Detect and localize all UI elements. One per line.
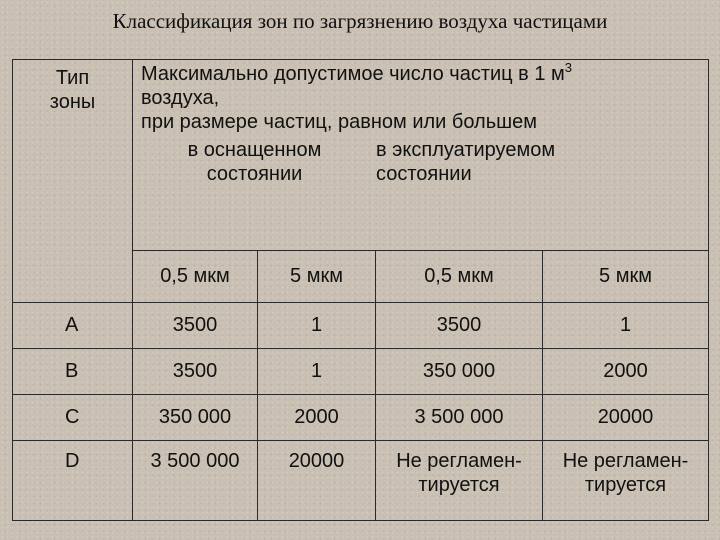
slide-title: Классификация зон по загрязнению воздуха частицами bbox=[112, 9, 608, 33]
table-cell: 2000 bbox=[543, 348, 709, 394]
zone-type-header-line-1: Тип bbox=[55, 67, 90, 89]
max-count-header bbox=[133, 60, 709, 187]
not-regulated-cell bbox=[543, 440, 709, 520]
zone-label-a: A bbox=[13, 302, 133, 348]
table-cell: 3500 bbox=[133, 302, 258, 348]
table-cell: 350 000 bbox=[376, 348, 543, 394]
table-row-a bbox=[13, 302, 709, 348]
table-cell: 20000 bbox=[543, 394, 709, 440]
table-cell: 3 500 000 bbox=[376, 394, 543, 440]
table-cell: 3 500 000 bbox=[133, 440, 258, 520]
max-count-header-line-3: при размере частиц, равном или большем bbox=[141, 111, 538, 133]
operating-state-line-2: состоянии bbox=[376, 163, 472, 185]
not-regulated-line-1: Не регламен- bbox=[562, 449, 689, 472]
zone-label-c: C bbox=[13, 394, 133, 440]
table-cell: 20000 bbox=[258, 440, 376, 520]
size-header-4: 5 мкм bbox=[543, 250, 709, 302]
equipped-state-line-2: состоянии bbox=[206, 163, 303, 185]
table-row-d bbox=[13, 440, 709, 520]
equipped-state-header bbox=[133, 138, 376, 186]
table-cell: 3500 bbox=[376, 302, 543, 348]
table-cell: 1 bbox=[258, 348, 376, 394]
not-regulated-line-2: тируется bbox=[418, 473, 500, 496]
operating-state-line-1: в эксплуатируемом bbox=[376, 139, 556, 161]
table-row-c bbox=[13, 394, 709, 440]
zone-label-d: D bbox=[13, 440, 133, 520]
zone-type-header-line-2: зоны bbox=[49, 91, 96, 113]
cubic-superscript: 3 bbox=[564, 60, 573, 75]
not-regulated-line-2: тируется bbox=[584, 473, 667, 496]
table-cell: 2000 bbox=[258, 394, 376, 440]
header-spacer-cell bbox=[133, 186, 709, 250]
not-regulated-line-1: Не регламен- bbox=[396, 449, 522, 472]
max-count-header-line-2: воздуха, bbox=[141, 87, 220, 109]
table-row-b bbox=[13, 348, 709, 394]
header-row-main bbox=[13, 60, 709, 187]
operating-state-header bbox=[376, 138, 596, 186]
table-cell: 1 bbox=[543, 302, 709, 348]
zone-label-b: B bbox=[13, 348, 133, 394]
max-count-header-line-1: Максимально допустимое число частиц в 1 $м^3$ bbox=[141, 60, 573, 85]
equipped-state-line-1: в оснащенном bbox=[187, 139, 322, 161]
not-regulated-cell bbox=[376, 440, 543, 520]
table-cell: 350 000 bbox=[133, 394, 258, 440]
size-header-2: 5 мкм bbox=[258, 250, 376, 302]
size-header-1: 0,5 мкм bbox=[133, 250, 258, 302]
zone-type-header bbox=[13, 60, 133, 303]
size-header-3: 0,5 мкм bbox=[376, 250, 543, 302]
table-cell: 3500 bbox=[133, 348, 258, 394]
table-cell: 1 bbox=[258, 302, 376, 348]
zone-classification-table bbox=[12, 59, 709, 521]
